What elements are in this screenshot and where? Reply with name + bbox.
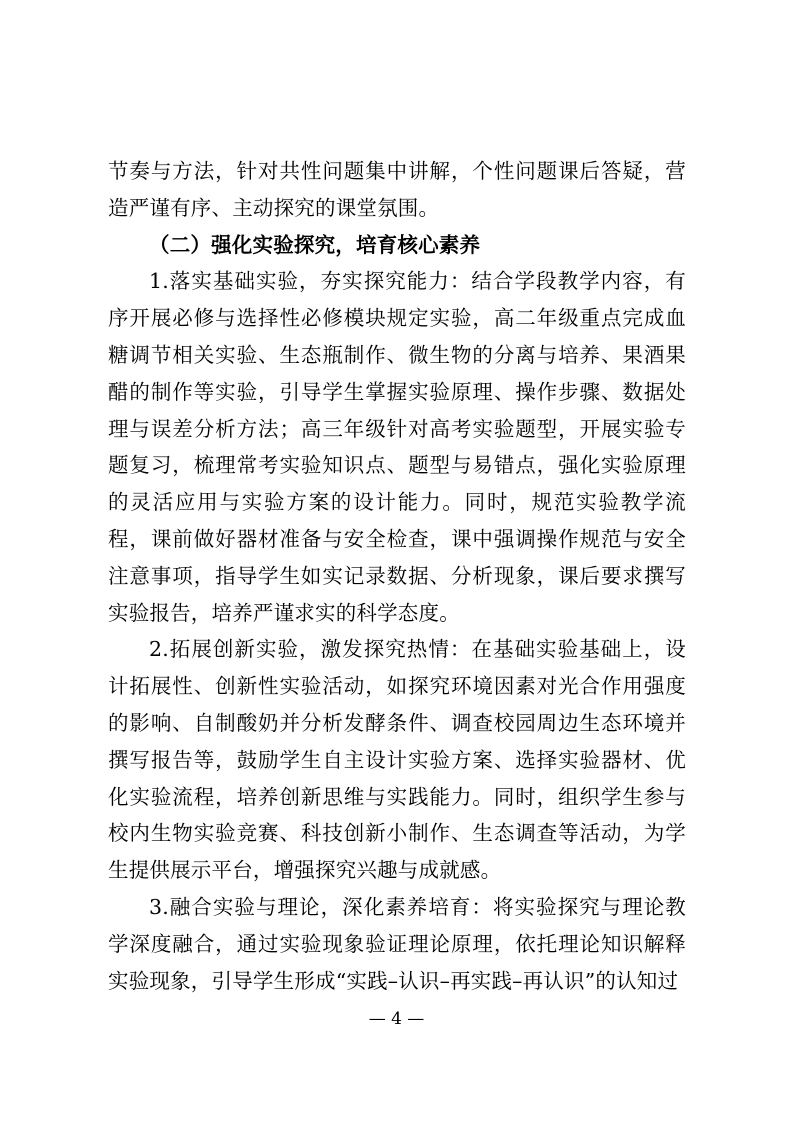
paragraph-item-3: 3.融合实验与理论，深化素养培育：将实验探究与理论教学深度融合，通过实验现象验证理论原理，依托理论知识解释实验现象，引导学生形成“实践–认识–再实践–再认识”的认知过 [108,894,686,993]
section-heading: （二）强化实验探究，培育核心素养 [149,232,481,257]
paragraph-item-1: 1.落实基础实验，夯实探究能力：结合学段教学内容，有序开展必修与选择性必修模块规定实验，高二年级重点完成血糖调节相关实验、生态瓶制作、微生物的分离与培养、果酒果醋的制作等实验，引导学生掌握实验原理、操作步骤、数据处理与误差分析方法；高三年级针对高考实验题型，开展实验专题复习，梳理常考实验知识点、题型与易错点，强化实验原理的灵活应用与实验方案的设计能力。同时，规范实验教学流程，课前做好器材准备与安全检查，课中强调操作规范与安全注意事项，指导学生如实记录数据、分析现象，课后要求撰写实验报告，培养严谨求实的科学态度。 [108,269,686,625]
document-body [108,153,686,999]
page-number: — 4 — [368,1009,425,1029]
paragraph-intro-continuation: 节奏与方法，针对共性问题集中讲解，个性问题课后答疑，营造严谨有序、主动探究的课堂氛围。 [108,159,686,220]
paragraph-item-2: 2.拓展创新实验，激发探究热情：在基础实验基础上，设计拓展性、创新性实验活动，如探究环境因素对光合作用强度的影响、自制酸奶并分析发酵条件、调查校园周边生态环境并撰写报告等，鼓励学生自主设计实验方案、选择实验器材、优化实验流程，培养创新思维与实践能力。同时，组织学生参与校内生物实验竞赛、科技创新小制作、生态调查等活动，为学生提供展示平台，增强探究兴趣与成就感。 [108,637,686,883]
